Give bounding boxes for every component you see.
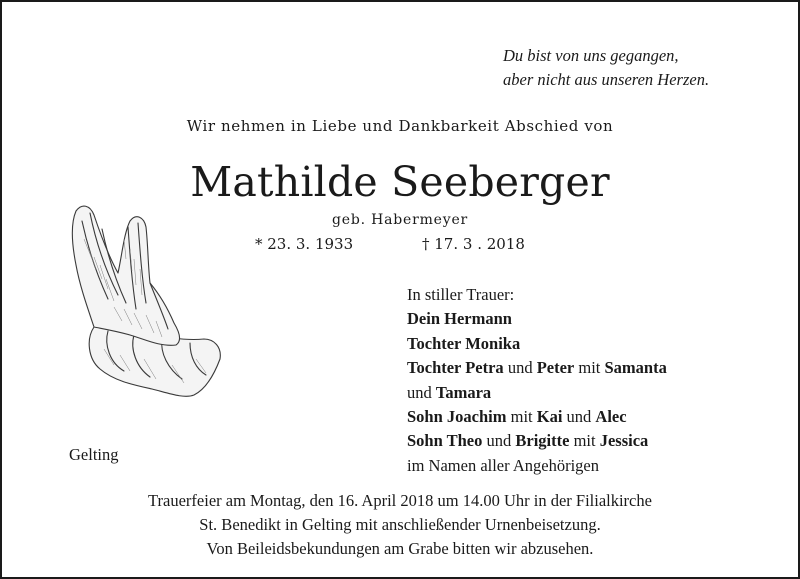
mourner-line	[407, 405, 667, 429]
service-line: Von Beileidsbekundungen am Grabe bitten wir abzusehen.	[206, 539, 594, 558]
mourner-connector: mit	[569, 431, 600, 451]
mourner-connector: und	[503, 358, 537, 378]
mourner-name: Sohn Joachim	[407, 407, 507, 427]
intro-text: Wir nehmen in Liebe und Dankbarkeit Abschied von	[186, 117, 614, 135]
service-details	[2, 489, 798, 561]
mourner-line	[407, 307, 667, 331]
mourner-name: Brigitte	[515, 431, 570, 451]
mourner-line	[407, 429, 667, 453]
mourner-connector: und	[407, 382, 436, 402]
mourner-name: Samanta	[604, 358, 667, 378]
mourner-connector: und	[482, 431, 516, 451]
mourner-connector: mit	[506, 407, 537, 427]
mourners-list	[407, 283, 667, 478]
mourner-connector: und	[562, 407, 596, 427]
mourner-name: Sohn Theo	[407, 431, 483, 451]
mourner-line	[407, 332, 667, 356]
mourner-line	[407, 381, 667, 405]
mourner-connector: mit	[574, 358, 605, 378]
mourner-name: Alec	[595, 407, 627, 427]
mourner-name: Tochter Monika	[407, 333, 521, 353]
service-line: Trauerfeier am Montag, den 16. April 2018 um 14.00 Uhr in der Filialkirche	[148, 491, 652, 510]
deceased-name: Mathilde Seeberger	[190, 158, 610, 206]
mourner-line	[407, 356, 667, 380]
mourner-name: Dein Hermann	[407, 309, 512, 329]
mourners-heading: In stiller Trauer:	[407, 285, 515, 304]
quote-line: Du bist von uns gegangen,	[503, 46, 679, 65]
service-line: St. Benedikt in Gelting mit anschließender Urnenbeisetzung.	[199, 515, 601, 534]
place-name: Gelting	[69, 445, 119, 464]
maiden-name: geb. Habermeyer	[331, 212, 469, 228]
praying-hands-icon	[64, 199, 229, 409]
quote-line: aber nicht aus unseren Herzen.	[503, 70, 710, 89]
death-date: † 17. 3 . 2018	[422, 235, 525, 253]
mourners-closing: im Namen aller Angehörigen	[407, 455, 599, 475]
mourner-name: Kai	[536, 407, 563, 427]
memorial-quote	[503, 44, 709, 92]
mourner-name: Tamara	[435, 382, 492, 402]
mourner-name: Tochter Petra	[407, 358, 504, 378]
mourner-lines	[407, 307, 667, 453]
mourner-name: Jessica	[599, 431, 649, 451]
birth-date: * 23. 3. 1933	[255, 235, 354, 253]
mourner-name: Peter	[536, 358, 575, 378]
